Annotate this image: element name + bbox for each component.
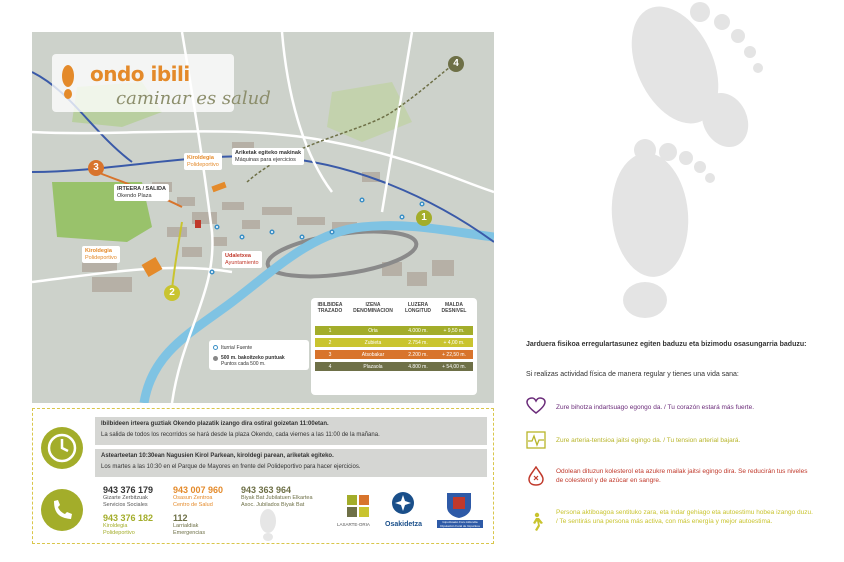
fountain-icon — [213, 345, 218, 350]
lasarte-oria-logo-text: LASARTE-ORIA — [337, 522, 370, 527]
schedule-friday: Ibilbideen irteera guztiak Okendo plazatik izango dira ostiral goizetan 11:00etan. La salida de todos los recorridos se hará desde la plaza Okendo, cada viernes a las 11:00 de la mañana. — [95, 417, 487, 445]
table-cell-name: Plazaola — [363, 364, 383, 370]
table-row — [315, 326, 473, 335]
route-number-2: 2 — [164, 285, 180, 301]
table-cell-length: 4.000 m. — [408, 328, 428, 334]
footprint-logo-icon — [58, 60, 78, 100]
schedule-tuesday: Astearteetan 10:30ean Nagusien Kirol Parkean, kiroldegi parean, ariketak egiteko. Los martes a las 10:30 en el Parque de Mayores en frente del Polideportivo para hacer ejercicios. — [95, 449, 487, 477]
benefit-heart: Zure bihotza indartsuago egongo da. / Tu corazón estará más fuerte. — [556, 404, 755, 411]
benefit-cholesterol: Odolean dituzun kolesterol eta azukre mailak jaitsi egingo dira. Se reducirán tus niveles de colesterol y de azúcar en sangre. — [556, 468, 808, 484]
table-cell-length: 4.800 m. — [408, 364, 428, 370]
phone-polideportivo: 943 376 182 Kiroldegia Polideportivo — [103, 513, 154, 536]
intro-basque: Jarduera fisikoa erregulartasunez egiten baduzu eta bizimodu osasungarria baduzu: — [526, 341, 807, 348]
table-cell-num: 1 — [328, 328, 332, 334]
logo-title: ondo ibili — [90, 62, 190, 86]
route-map — [32, 32, 494, 403]
callout-irteera: IRTEERA / SALIDA Okendo Plaza — [114, 184, 169, 201]
legend-points-sub: Puntos cada 500 m. — [221, 361, 266, 367]
callout-kiroldegia-top: Kiroldegia Polideportivo — [184, 153, 222, 170]
intro-spanish: Si realizas actividad física de manera regular y tienes una vida sana: — [526, 371, 739, 378]
benefit-pressure: Zure arteria-tentsioa jaitsi egingo da. / Tu tension arterial bajará. — [556, 437, 741, 444]
osakidetza-logo-icon — [391, 491, 415, 515]
walking-person-icon — [526, 512, 546, 530]
table-cell-name: Atsobakar — [361, 352, 385, 358]
callout-ariketak: Ariketak egiteko makinak Máquinas para ejercicios — [232, 148, 304, 165]
table-row — [315, 350, 473, 359]
table-row — [315, 362, 473, 371]
table-cell-length: 2.200 m. — [408, 352, 428, 358]
table-cell-name: Oria — [368, 328, 378, 334]
blood-drop-icon — [526, 466, 546, 484]
pulse-icon — [526, 431, 546, 449]
table-cell-name: Zubieta — [364, 340, 382, 346]
point-marker-icon — [213, 356, 218, 361]
phone-icon-badge — [41, 489, 83, 531]
phone-centro-salud: 943 007 960 Osasun Zentroa Centro de Salud — [173, 485, 224, 508]
table-row — [315, 338, 473, 347]
footprint-decoration-icon — [253, 507, 283, 541]
legend-fountain-label: Iturria/ Fuente — [221, 345, 253, 351]
phone-emergencias: 112 Larrialdiak Emergencias — [173, 513, 206, 536]
table-header-route: IBILBIDEA TRAZADO — [317, 302, 343, 314]
table-cell-num: 4 — [328, 364, 332, 370]
phone-servicios-sociales: 943 376 179 Gizarte Zerbitzuak Servicios Sociales — [103, 485, 154, 508]
table-cell-length: 2.754 m. — [408, 340, 428, 346]
heart-icon — [526, 397, 546, 415]
legend-points-label: 500 m. bakoitzeko puntuak — [221, 355, 285, 361]
phone-jubilados: 943 363 964 Biyak Bat Jubilatuen Elkartea Asoc. Jubilados Biyak Bat — [241, 485, 313, 508]
table-cell-num: 3 — [328, 352, 332, 358]
route-number-1: 1 — [416, 210, 432, 226]
lasarte-oria-logo-icon — [345, 493, 371, 519]
gipuzkoa-shield-icon — [443, 491, 475, 519]
table-cell-slope: + 54,00 m. — [442, 364, 466, 370]
map-legend — [209, 340, 309, 370]
logo-subtitle: caminar es salud — [116, 88, 271, 109]
route-number-3: 3 — [88, 160, 104, 176]
footprints-decoration-icon — [590, 0, 810, 320]
callout-udaletxea: Udaletxea Ayuntamiento — [222, 251, 262, 268]
table-cell-slope: + 9,50 m. — [443, 328, 465, 334]
table-cell-slope: + 4,00 m. — [443, 340, 465, 346]
benefit-energy: Persona aktiboagoa sentituko zara, eta indar gehiago eta autoestimu hobea izango duzu. / Te sentirás una persona más activa, con más energía y mejor autoestima. — [556, 509, 813, 525]
table-cell-slope: + 22,50 m. — [442, 352, 466, 358]
osakidetza-logo-text: Osakidetza — [385, 521, 422, 528]
table-header-length: LUZERA LONGITUD — [404, 302, 432, 314]
table-header-slope: MALDA DESNIVEL — [441, 302, 467, 314]
table-cell-num: 2 — [328, 340, 332, 346]
info-panel — [32, 408, 494, 544]
clock-icon-badge — [41, 427, 83, 469]
gipuzkoa-logo-band: Gipuzkoako Foru Aldundia Diputación Foral de Gipuzkoa — [437, 520, 483, 528]
route-number-4: 4 — [448, 56, 464, 72]
table-header-name: IZENA DENOMINACION — [353, 302, 393, 314]
route-table — [311, 298, 477, 395]
callout-kiroldegia-left: Kiroldegia Polideportivo — [82, 246, 120, 263]
